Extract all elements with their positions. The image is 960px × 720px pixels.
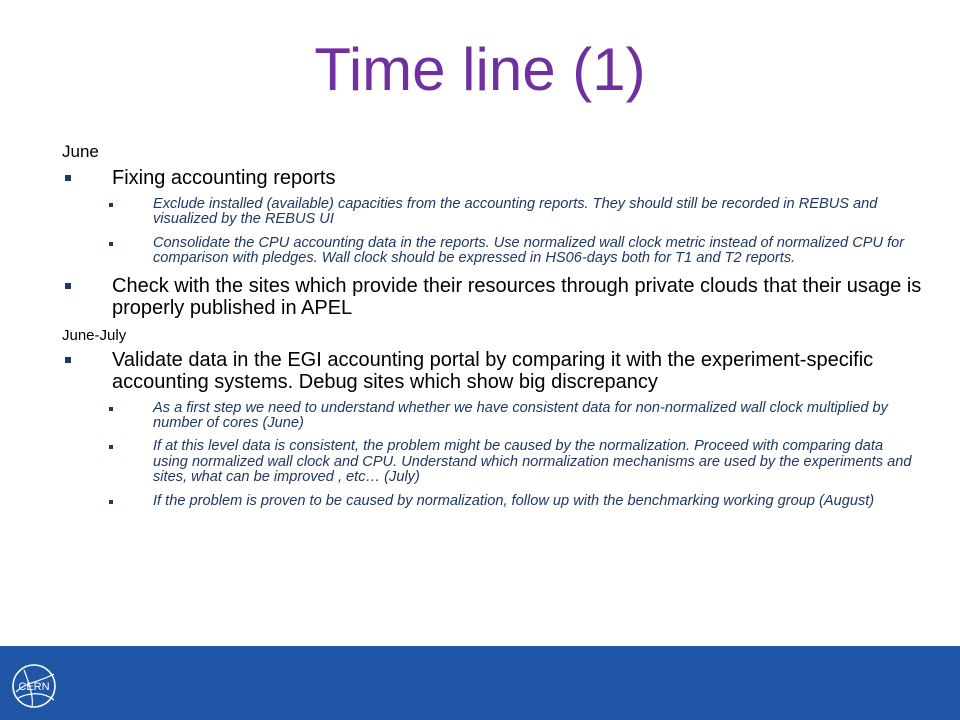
square-bullet-icon xyxy=(109,242,113,246)
bullet-item xyxy=(62,167,922,189)
section-heading-june-july: June-July xyxy=(62,326,127,344)
sub-bullet-text: If at this level data is consistent, the problem might be caused by the normalization. Proceed with comparing data using normalized wall clock and CPU. Understand which normalization mechanisms are used by the experiments and sites, what can be improved , etc… (July) xyxy=(153,438,912,486)
square-bullet-icon xyxy=(65,283,71,289)
sub-bullet-item xyxy=(62,439,922,485)
bullet-item xyxy=(62,349,922,393)
sub-bullet-text: As a first step we need to understand whether we have consistent data for non-normalized wall clock multiplied by number of cores (June) xyxy=(153,399,888,432)
square-bullet-icon xyxy=(65,357,71,363)
bullet-text: Validate data in the EGI accounting portal by comparing it with the experiment-specific accounting systems. Debug sites which show big discrepancy xyxy=(112,348,874,393)
square-bullet-icon xyxy=(109,203,113,207)
sub-bullet-text: If the problem is proven to be caused by normalization, follow up with the benchmarking working group (August) xyxy=(153,492,875,509)
slide-body xyxy=(62,142,922,517)
bullet-item xyxy=(62,275,922,319)
square-bullet-icon xyxy=(109,407,113,411)
square-bullet-icon xyxy=(109,445,113,449)
slide-title: Time line (1) xyxy=(314,36,646,103)
sub-bullet-item xyxy=(62,494,922,509)
section-heading-june: June xyxy=(62,142,99,161)
logo-text: CERN xyxy=(18,681,50,693)
sub-bullet-item xyxy=(62,236,922,267)
square-bullet-icon xyxy=(109,500,113,504)
cern-logo xyxy=(10,662,58,710)
bullet-text: Fixing accounting reports xyxy=(112,167,336,189)
square-bullet-icon xyxy=(65,175,71,181)
bullet-text: Check with the sites which provide their resources through private clouds that their usage is properly published in APEL xyxy=(112,274,922,319)
footer-bar xyxy=(0,646,960,720)
sub-bullet-text: Consolidate the CPU accounting data in the reports. Use normalized wall clock metric instead of normalized CPU for comparison with pledges. Wall clock should be expressed in HS06-days both for T1 and T2 reports. xyxy=(153,234,905,267)
sub-bullet-item xyxy=(62,197,922,228)
sub-bullet-text: Exclude installed (available) capacities from the accounting reports. They should still be recorded in REBUS and visualized by the REBUS UI xyxy=(153,196,878,228)
sub-bullet-item xyxy=(62,401,922,432)
